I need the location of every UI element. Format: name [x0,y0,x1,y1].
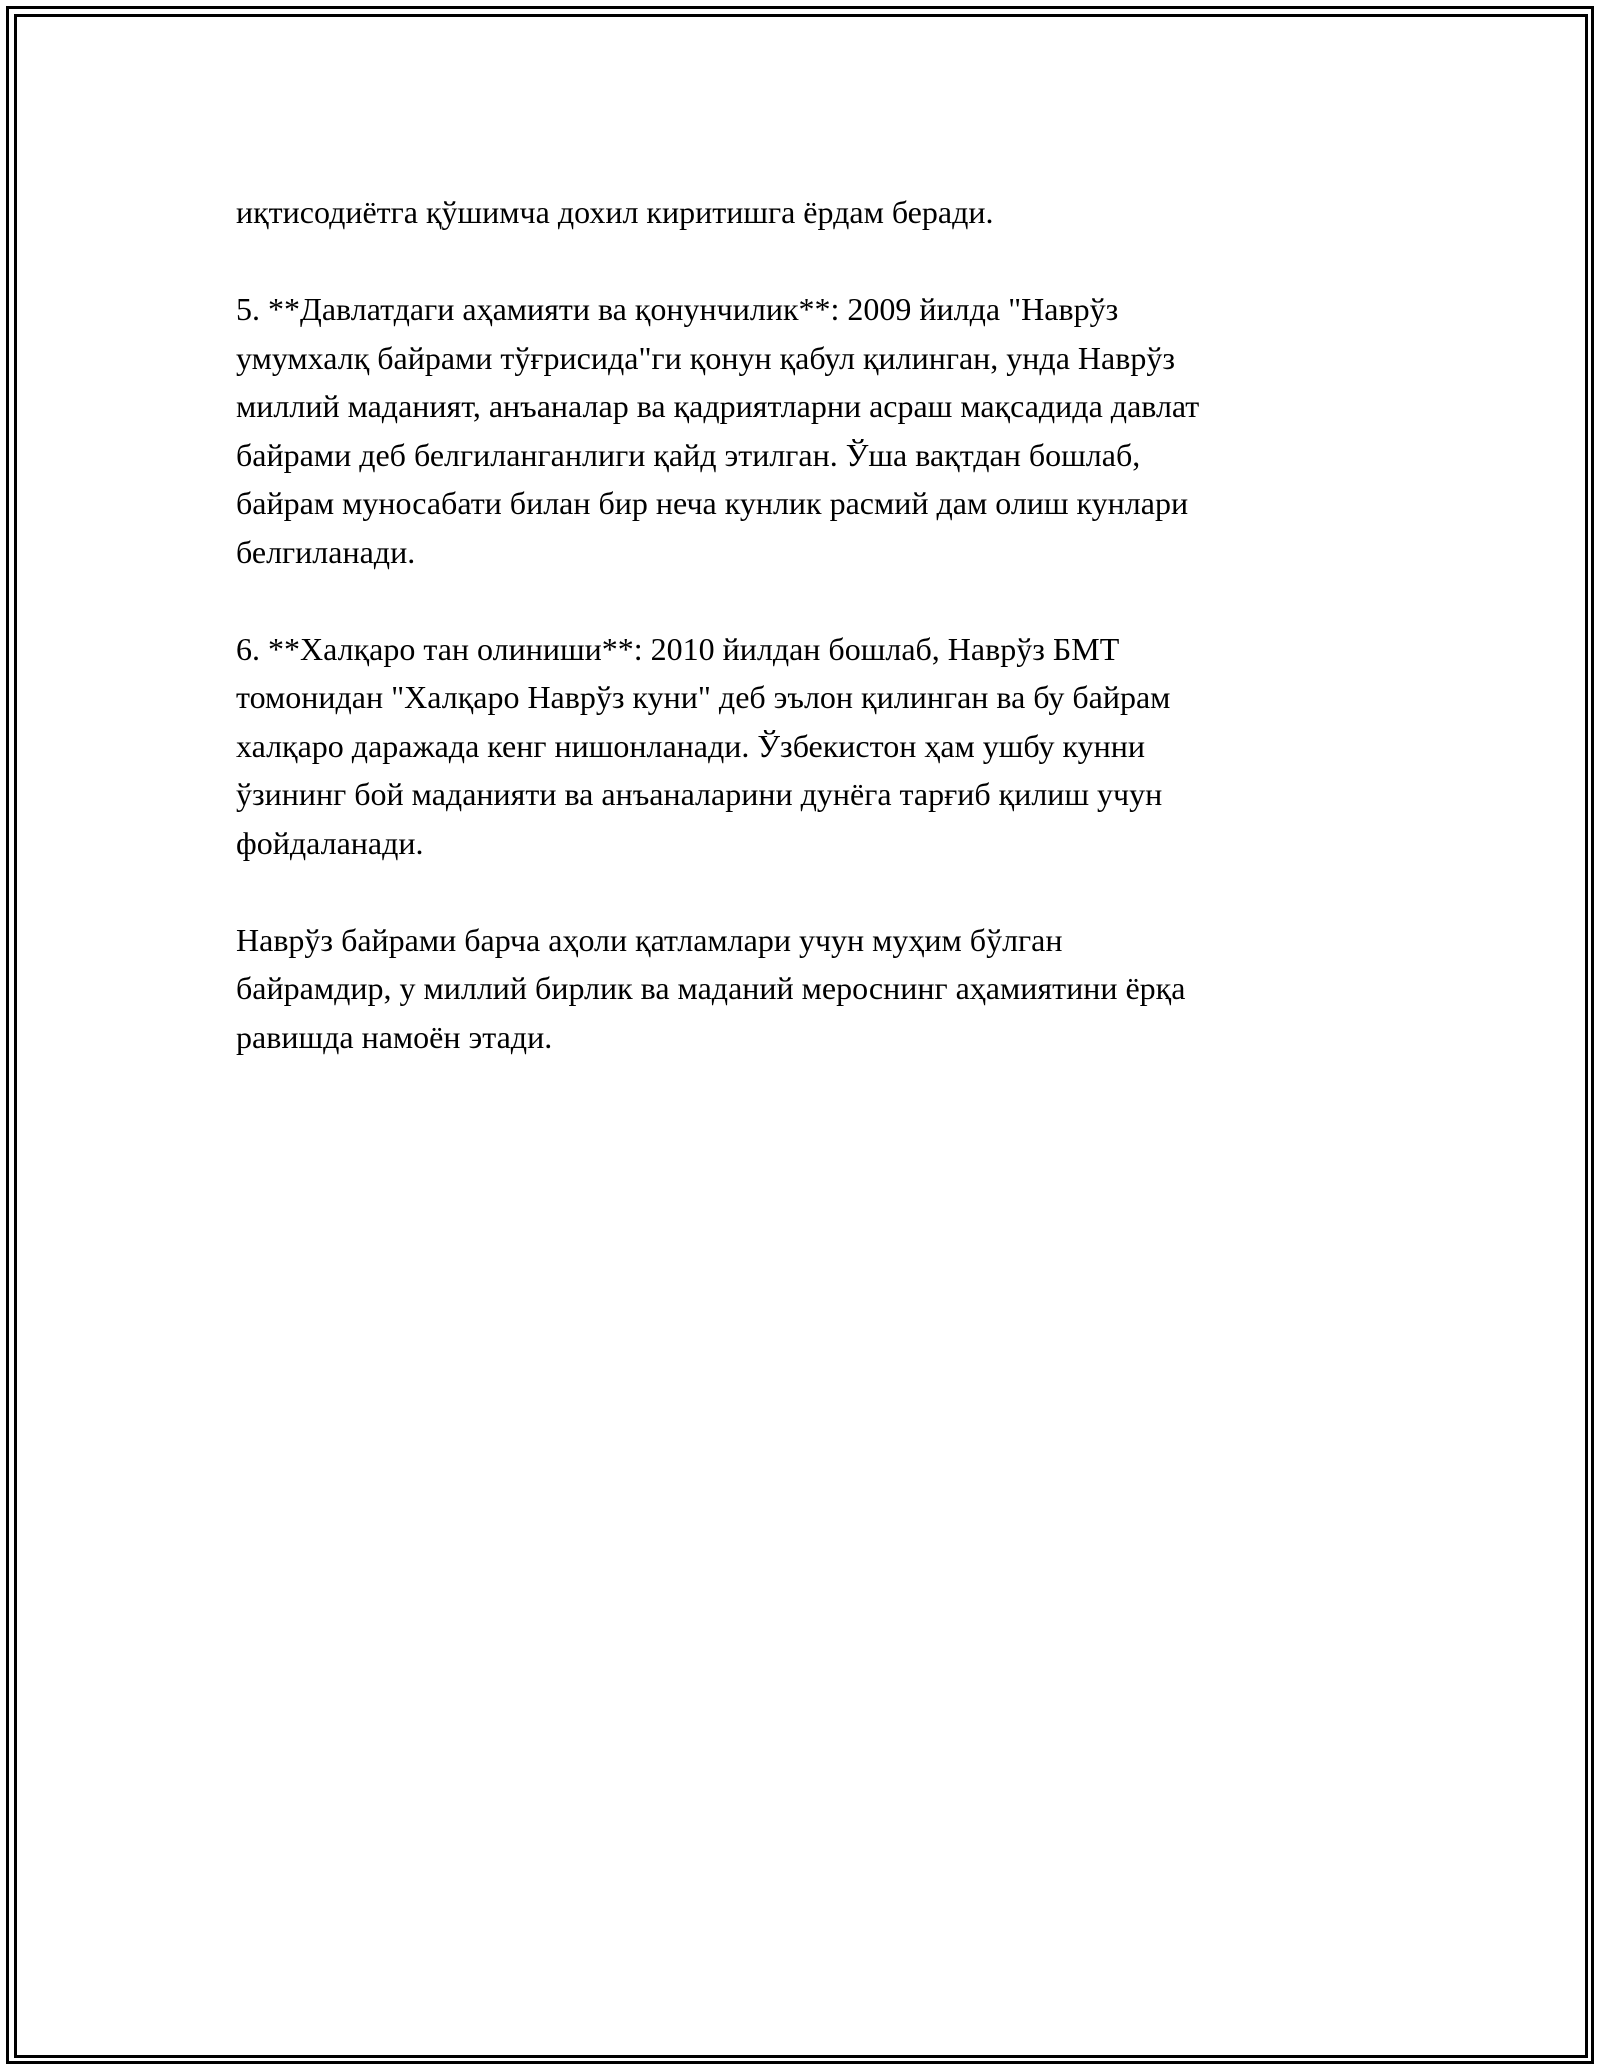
paragraph-item-5 [236,285,1386,576]
paragraph-conclusion [236,916,1386,1062]
text-line: байрамдир, у миллий бирлик ва маданий мероснинг аҳамиятини ёрқа [236,970,1186,1006]
text-line: фойдаланади. [236,824,424,861]
text-line: томонидан "Халқаро Наврўз куни" деб эълон қилинган ва бу байрам [236,679,1171,715]
text-line: иқтисодиётга қўшимча дохил киритишга ёрдам беради. [236,194,994,230]
text-line: миллий маданият, анъаналар ва қадриятларни асраш мақсадида давлат [236,388,1200,424]
text-line: равишда намоён этади. [236,1018,553,1055]
paragraph-item-6 [236,625,1386,868]
text-line: белгиланади. [236,533,416,570]
text-line: умумхалқ байрами тўғрисида"ги қонун қабул қилинган, унда Наврўз [236,339,1175,376]
text-line: байрами деб белгиланганлиги қайд этилган. Ўша вақтдан бошлаб, [236,436,1141,473]
text-line: 5. **Давлатдаги аҳамияти ва қонунчилик**: 2009 йилда "Наврўз [236,291,1119,327]
text-line: байрам муносабати билан бир неча кунлик расмий дам олиш кунлари [236,485,1189,521]
document-body [236,188,1386,1110]
text-line: Наврўз байрами барча аҳоли қатламлари учун муҳим бўлган [236,921,1063,958]
text-line: ўзининг бой маданияти ва анъаналарини дунёга тарғиб қилиш учун [236,776,1163,812]
paragraph-continuation [236,188,1386,237]
text-line: халқаро даражада кенг нишонланади. Ўзбекистон ҳам ушбу кунни [236,727,1145,764]
text-line: 6. **Халқаро тан олиниши**: 2010 йилдан бошлаб, Наврўз БМТ [236,630,1120,667]
